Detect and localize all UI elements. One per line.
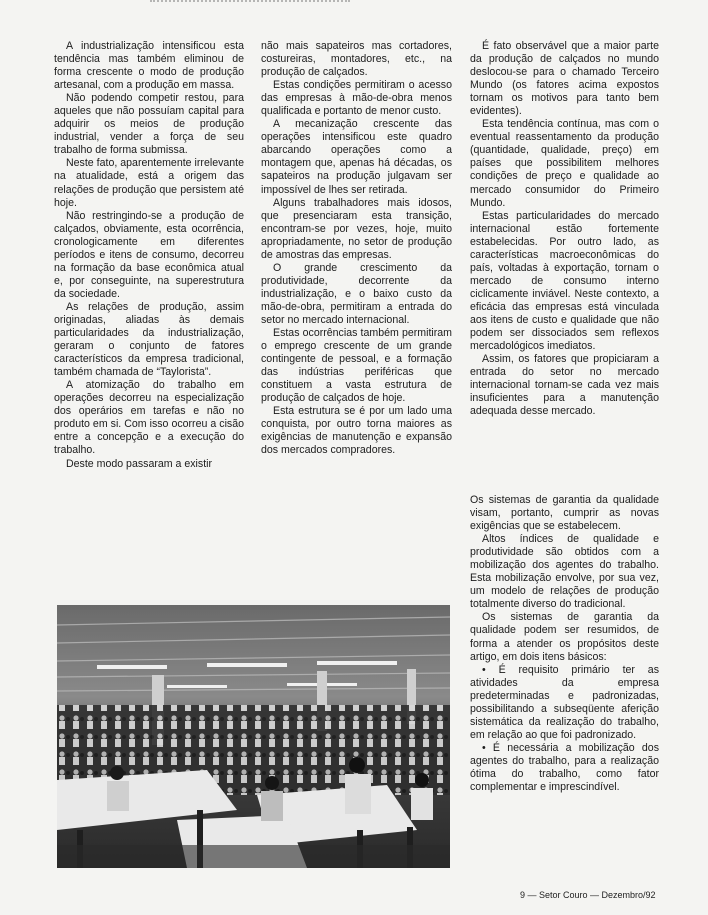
paragraph: É fato observável que a maior parte da produção de calçados no mundo deslocou-se para o chamado Terceiro Mundo (os fatores acima expostos tornam os motivos para tanto bem evidentes). bbox=[470, 40, 659, 118]
paragraph: Os sistemas de garantia da qualidade podem ser resumidos, de forma a atender os propósitos deste artigo, em dois itens básicos: bbox=[470, 611, 659, 663]
paragraph: Estas ocorrências também permitiram o emprego crescente de um grande contingente de pessoal, e a formação das indústrias periféricas que constituem a vasta estrutura de produção de calçados de hoje. bbox=[261, 327, 452, 405]
paragraph: Deste modo passaram a existir bbox=[66, 457, 213, 470]
paragraph: Alguns trabalhadores mais idosos, que presenciaram esta transição, encontram-se por vezes, hoje, muito apropriadamente, no setor de produção de amostras das empresas. bbox=[261, 196, 452, 261]
text-column-1 bbox=[54, 40, 244, 471]
paragraph: Estas particularidades do mercado internacional estão fortemente estabelecidas. Por outro lado, as características macroeconômicas do país, voltadas à exportação, tornam o mercado de consumo interno ciclicamente inviável. Neste contexto, a eficácia das empresas está vinculada aos itens de custo e qualidade que não podem ser dissociados sem reflexos mercadológicos imediatos. bbox=[470, 209, 659, 353]
paragraph: Esta estrutura se é por um lado uma conquista, por outro torna maiores as exigências de manutenção e expansão dos mercados compradores. bbox=[261, 405, 452, 457]
bullet-item: • É necessária a mobilização dos agentes do trabalho, para a realização ótima do trabalho, como fator complementar e imprescindível. bbox=[470, 741, 659, 794]
paragraph: não mais sapateiros mas cortadores, costureiras, montadores, etc., na produção de calçados. bbox=[261, 40, 452, 79]
paragraph: Esta tendência contínua, mas com o eventual reassentamento da produção (quantidade, qualidade, preço) em países que possibilitem melhores condições de preço e qualidade ao mercado consumidor do Primeiro Mundo. bbox=[470, 118, 659, 209]
paragraph: Os sistemas de garantia da qualidade visam, portanto, cumprir as novas exigências que se estabelecem. bbox=[470, 494, 659, 533]
text-column-2 bbox=[261, 40, 452, 458]
paragraph: Altos índices de qualidade e produtividade são obtidos com a mobilização dos agentes do trabalho. Esta mobilização envolve, por sua vez, um modelo de relações de produção totalmente diverso do tradicional. bbox=[470, 533, 659, 611]
text-column-3-lower bbox=[470, 494, 659, 794]
top-edge-cut bbox=[150, 0, 350, 8]
paragraph: Neste fato, aparentemente irrelevante na atualidade, está a origem das relações de produção que persistem até hoje. bbox=[54, 157, 244, 209]
paragraph: O grande crescimento da produtividade, decorrente da industrialização, e o baixo custo da mão-de-obra, permitiram a entrada do setor no mercado internacional. bbox=[261, 261, 452, 326]
page-footer: 9 — Setor Couro — Dezembro/92 bbox=[520, 890, 656, 900]
paragraph: As relações de produção, assim originadas, aliadas às demais particularidades da industrialização, geraram o conjunto de fatores característicos da empresa tradicional, também chamada de “Taylorista”. bbox=[54, 300, 244, 379]
paragraph: Não restringindo-se a produção de calçados, obviamente, esta ocorrência, cronologicamente em diferentes períodos e itens de consumo, decorreu na formação da base econômica atual e, por conseguinte, na superestrutura da sociedade. bbox=[54, 209, 244, 300]
paragraph: Não podendo competir restou, para aqueles que não possuíam capital para adquirir os meios de produção industrial, vender a força de seu trabalho de forma submissa. bbox=[54, 92, 244, 157]
text-column-3 bbox=[470, 40, 659, 418]
paragraph: A industrialização intensificou esta tendência mas também eliminou de forma crescente o modo de produção artesanal, com a produção em massa. bbox=[54, 40, 244, 92]
paragraph: A atomização do trabalho em operações decorreu na especialização dos operários em tarefas e não no produto em si. Com isso ocorreu a cisão entre a concepção e a execução do trabalho. bbox=[54, 379, 244, 457]
paragraph: A mecanização crescente das operações intensificou este quadro abarcando operações como a montagem que, apenas há décadas, os sapateiros na produção julgavam ser impossível de lhes ser retirada. bbox=[261, 118, 452, 196]
factory-floor-photo bbox=[57, 605, 450, 868]
paragraph: Assim, os fatores que propiciaram a entrada do setor no mercado internacional tornam-se cada vez mais insuficientes para a manutenção adequada desse mercado. bbox=[470, 353, 659, 418]
bullet-item: • É requisito primário ter as atividades da empresa predeterminadas e padronizadas, possibilitando a subseqüente aferição sistemática da realização do trabalho, em relação ao que foi padronizado. bbox=[470, 663, 659, 741]
paragraph: Estas condições permitiram o acesso das empresas à mão-de-obra menos qualificada e portanto de menor custo. bbox=[261, 79, 452, 118]
